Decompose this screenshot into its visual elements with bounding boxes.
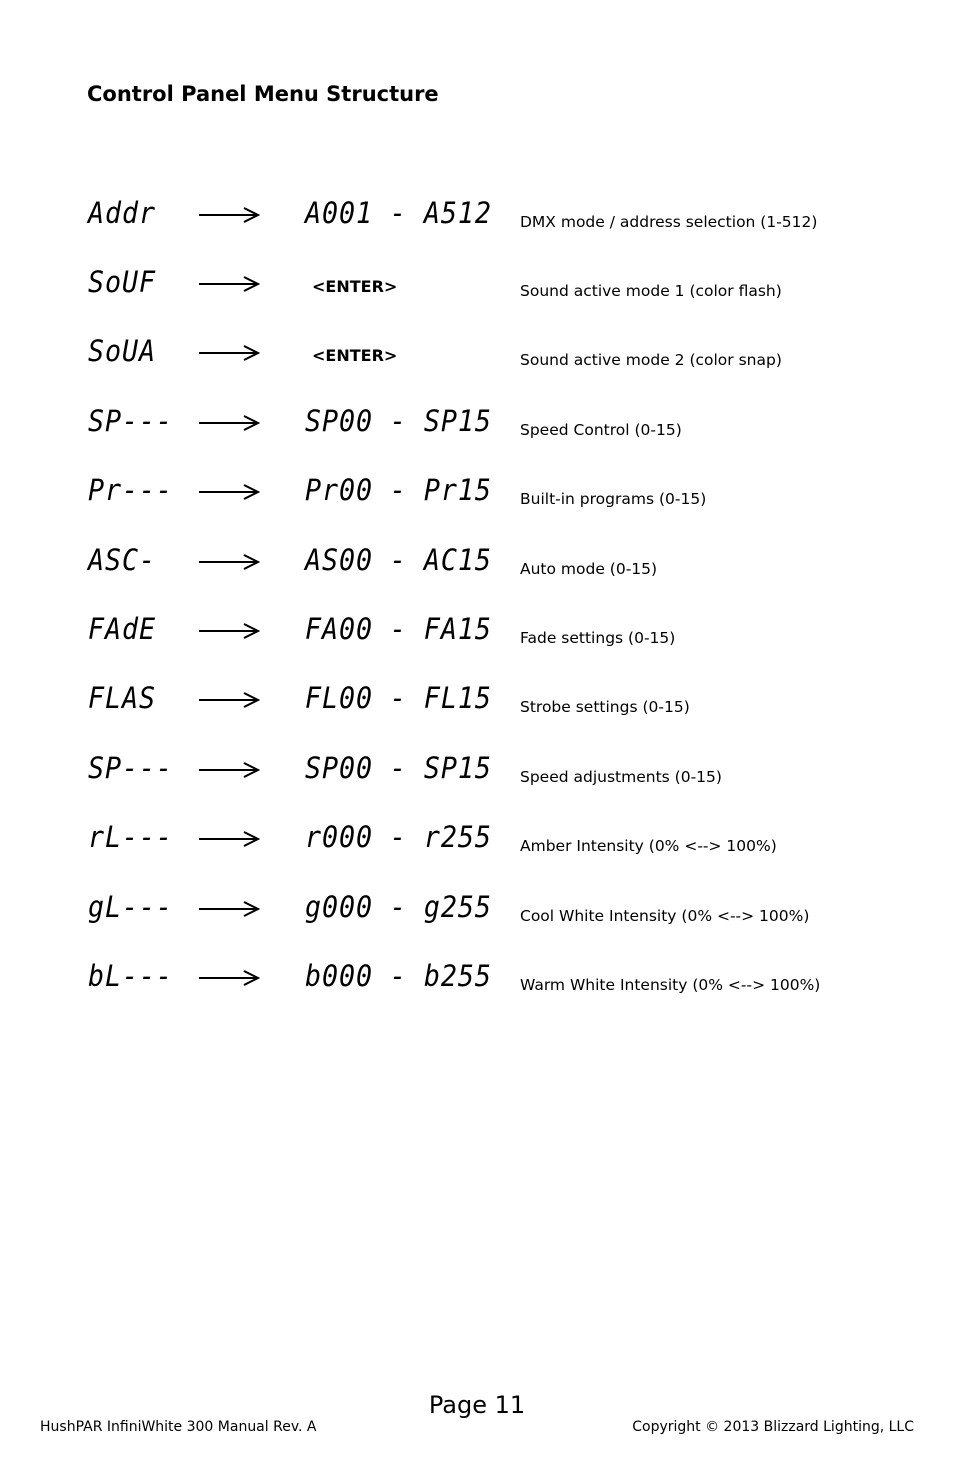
menu-row xyxy=(0,537,954,597)
page-title: Control Panel Menu Structure xyxy=(87,82,439,106)
menu-row xyxy=(0,328,954,388)
right-arrow-icon xyxy=(198,207,260,223)
menu-range: SP00 - SP15 xyxy=(305,751,492,785)
menu-code: SoUF xyxy=(88,265,156,299)
menu-row xyxy=(0,606,954,666)
menu-code: FAdE xyxy=(88,612,156,646)
right-arrow-icon xyxy=(198,623,260,639)
right-arrow-icon xyxy=(198,276,260,292)
menu-code: SP--- xyxy=(88,404,173,438)
menu-code: gL--- xyxy=(88,890,173,924)
menu-row xyxy=(0,953,954,1013)
page-number: Page 11 xyxy=(428,1391,526,1419)
menu-range: SP00 - SP15 xyxy=(305,404,492,438)
right-arrow-icon xyxy=(198,484,260,500)
menu-range: b000 - b255 xyxy=(305,959,492,993)
menu-row xyxy=(0,814,954,874)
menu-description: Amber Intensity (0% <--> 100%) xyxy=(520,837,777,855)
menu-row xyxy=(0,675,954,735)
menu-description: Speed Control (0-15) xyxy=(520,421,682,439)
menu-range: FL00 - FL15 xyxy=(305,681,492,715)
footer-copyright: Copyright © 2013 Blizzard Lighting, LLC xyxy=(632,1419,914,1435)
menu-description: Sound active mode 2 (color snap) xyxy=(520,351,782,369)
menu-range: g000 - g255 xyxy=(305,890,492,924)
menu-row xyxy=(0,259,954,319)
menu-code: FLAS xyxy=(88,681,156,715)
menu-range: A001 - A512 xyxy=(305,196,492,230)
menu-description: Auto mode (0-15) xyxy=(520,560,658,578)
menu-range: Pr00 - Pr15 xyxy=(305,473,492,507)
right-arrow-icon xyxy=(198,692,260,708)
menu-code: Pr--- xyxy=(88,473,173,507)
right-arrow-icon xyxy=(198,831,260,847)
menu-description: Speed adjustments (0-15) xyxy=(520,768,722,786)
right-arrow-icon xyxy=(198,554,260,570)
right-arrow-icon xyxy=(198,762,260,778)
menu-row xyxy=(0,745,954,805)
menu-code: rL--- xyxy=(88,820,173,854)
menu-range: <ENTER> xyxy=(312,277,398,296)
menu-description: Sound active mode 1 (color flash) xyxy=(520,282,782,300)
menu-row xyxy=(0,884,954,944)
menu-code: Addr xyxy=(88,196,156,230)
footer-manual-title: HushPAR InfiniWhite 300 Manual Rev. A xyxy=(40,1419,317,1435)
right-arrow-icon xyxy=(198,345,260,361)
right-arrow-icon xyxy=(198,970,260,986)
menu-row xyxy=(0,190,954,250)
menu-description: Warm White Intensity (0% <--> 100%) xyxy=(520,976,821,994)
menu-range: FA00 - FA15 xyxy=(305,612,492,646)
menu-description: Strobe settings (0-15) xyxy=(520,698,690,716)
menu-range: <ENTER> xyxy=(312,346,398,365)
menu-description: Built-in programs (0-15) xyxy=(520,490,707,508)
menu-code: SoUA xyxy=(88,334,156,368)
menu-description: Fade settings (0-15) xyxy=(520,629,676,647)
menu-code: bL--- xyxy=(88,959,173,993)
menu-description: Cool White Intensity (0% <--> 100%) xyxy=(520,907,810,925)
menu-code: ASC- xyxy=(88,543,156,577)
menu-row xyxy=(0,398,954,458)
right-arrow-icon xyxy=(198,901,260,917)
menu-row xyxy=(0,467,954,527)
menu-range: r000 - r255 xyxy=(305,820,492,854)
right-arrow-icon xyxy=(198,415,260,431)
menu-range: AS00 - AC15 xyxy=(305,543,492,577)
menu-description: DMX mode / address selection (1-512) xyxy=(520,213,818,231)
menu-code: SP--- xyxy=(88,751,173,785)
